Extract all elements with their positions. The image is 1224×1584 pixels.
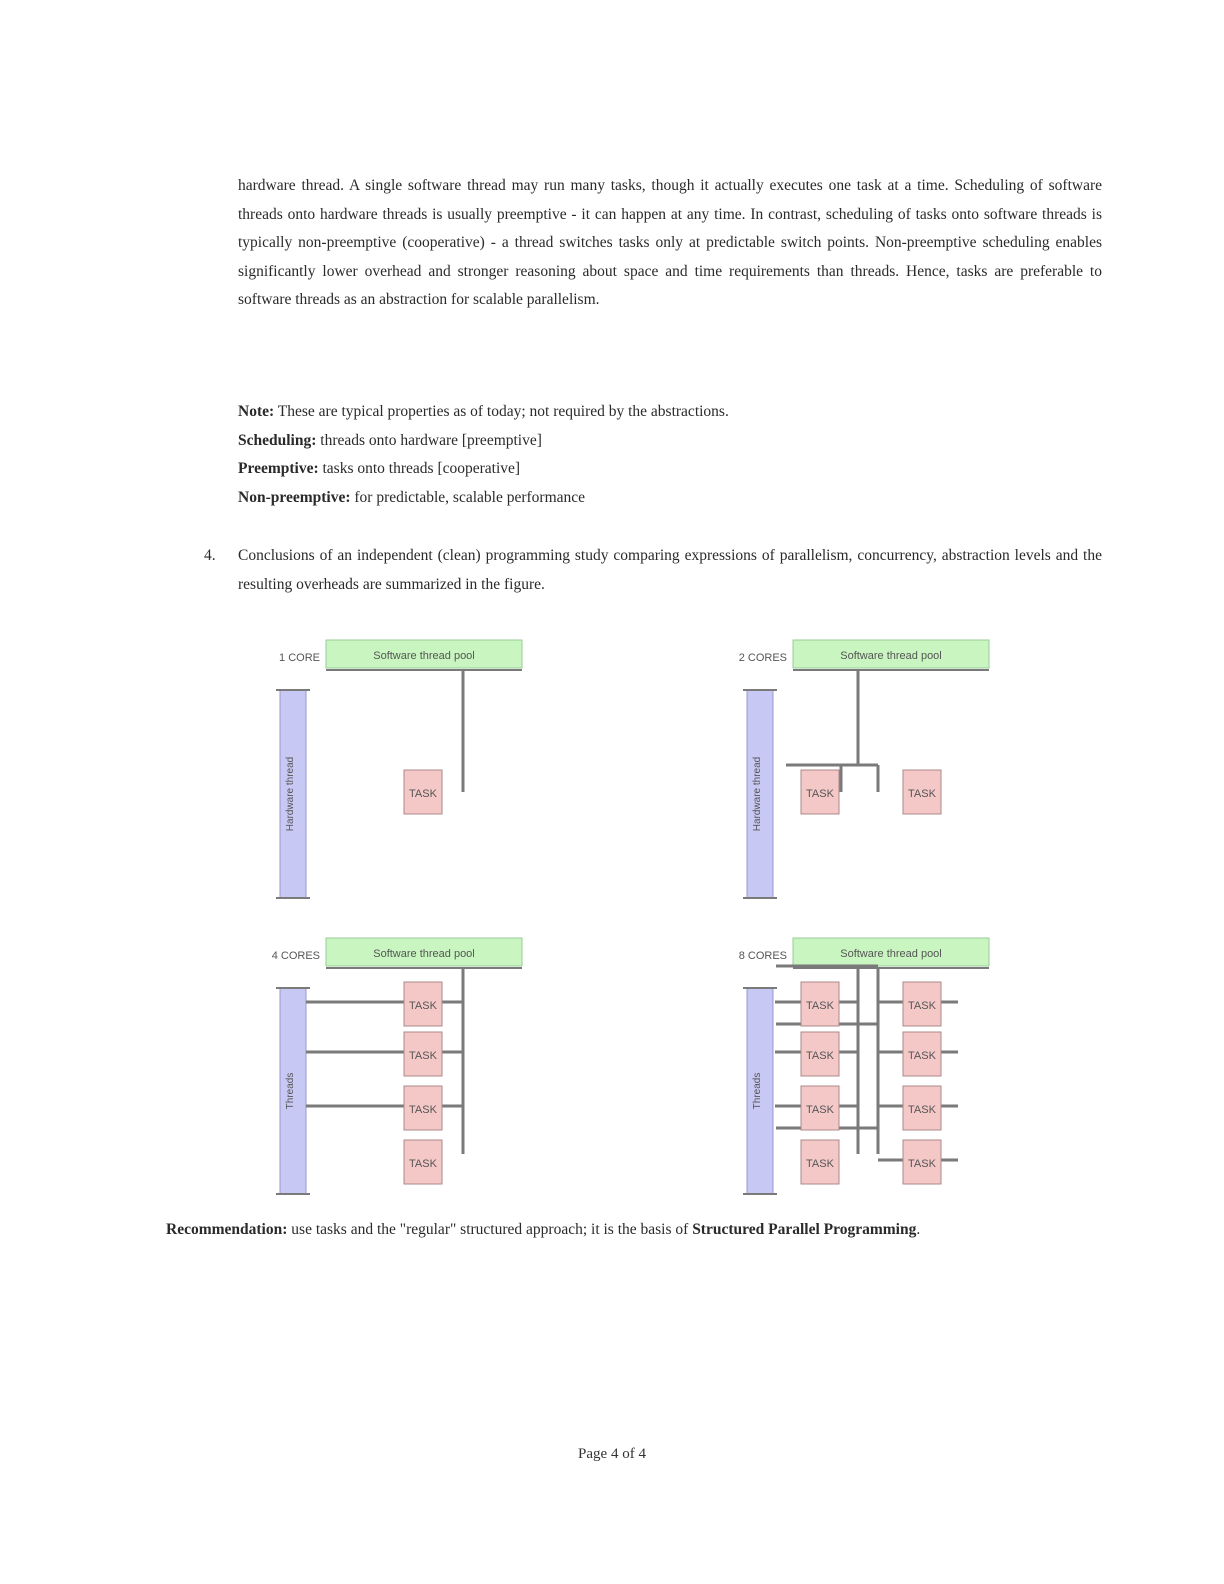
notes-block: [238, 398, 729, 512]
item-number: 4.: [204, 547, 216, 564]
note-text: tasks onto threads [cooperative]: [322, 460, 521, 477]
note-label: Note:: [238, 403, 275, 420]
note-label: Preemptive:: [238, 460, 319, 477]
sidebar-label: Hardware thread: [752, 756, 763, 832]
panel-corner-label: 1 CORE: [279, 652, 320, 664]
sidebar-label: Hardware thread: [285, 756, 296, 832]
header-label: Software thread pool: [840, 948, 942, 960]
panel-corner-label: 4 CORES: [271, 950, 320, 962]
task-label: TASK: [409, 1000, 437, 1012]
numbered-item: [204, 542, 1102, 599]
task-label: TASK: [806, 1104, 834, 1116]
task-label: TASK: [806, 1050, 834, 1062]
task-label: TASK: [806, 788, 834, 800]
note-label: Scheduling:: [238, 431, 317, 449]
item-text: Conclusions of an independent (clean) programming study comparing expressions of parallelism, concurrency, abstraction levels and the resulting overheads are summarized in the figure.: [238, 547, 1102, 593]
task-label: TASK: [908, 788, 936, 800]
body-paragraph: hardware thread. A single software thread may run many tasks, though it actually executes one task at a time. Scheduling of software threads onto hardware threads is usually preemptive - it can happen at any time. In contrast, scheduling of tasks onto software threads is typically non-preemptive (cooperative) - a thread switches tasks only at predictable switch points. Non-preemptive scheduling enables significantly lower overhead and stronger reasoning about space and time requirements than threads. Hence, tasks are preferable to software threads as an abstraction for scalable parallelism.: [238, 177, 1102, 308]
page-footer: Page 4 of 4: [578, 1446, 646, 1462]
task-label: TASK: [806, 1000, 834, 1012]
note-label: Non-preemptive:: [238, 488, 351, 506]
task-label: TASK: [409, 788, 437, 800]
note-line-3: [238, 455, 729, 484]
note-line-1: [238, 398, 729, 427]
note-line-2: [238, 427, 729, 456]
recommendation: [166, 1216, 1026, 1245]
task-label: TASK: [409, 1104, 437, 1116]
recommendation-end: .: [916, 1221, 921, 1238]
task-label: TASK: [908, 1104, 936, 1116]
panel-corner-label: 2 CORES: [738, 652, 787, 664]
sidebar-label: Threads: [285, 1072, 296, 1110]
header-label: Software thread pool: [373, 650, 475, 662]
recommendation-title: Structured Parallel Programming: [692, 1221, 917, 1238]
header-label: Software thread pool: [840, 650, 942, 662]
note-text: threads onto hardware [preemptive]: [320, 431, 542, 449]
header-label: Software thread pool: [373, 948, 475, 960]
task-label: TASK: [908, 1000, 936, 1012]
task-label: TASK: [409, 1050, 437, 1062]
sidebar-label: Threads: [752, 1072, 763, 1110]
threading-figure: [0, 620, 1224, 1200]
task-label: TASK: [806, 1158, 834, 1170]
note-line-4: [238, 484, 729, 513]
note-text: These are typical properties as of today; not required by the abstractions.: [277, 403, 729, 420]
task-label: TASK: [908, 1158, 936, 1170]
recommendation-label: Recommendation:: [166, 1221, 288, 1238]
panel-corner-label: 8 CORES: [738, 950, 787, 962]
task-label: TASK: [908, 1050, 936, 1062]
note-text: for predictable, scalable performance: [354, 488, 586, 506]
task-label: TASK: [409, 1158, 437, 1170]
recommendation-text: use tasks and the "regular" structured approach; it is the basis of: [291, 1221, 689, 1238]
